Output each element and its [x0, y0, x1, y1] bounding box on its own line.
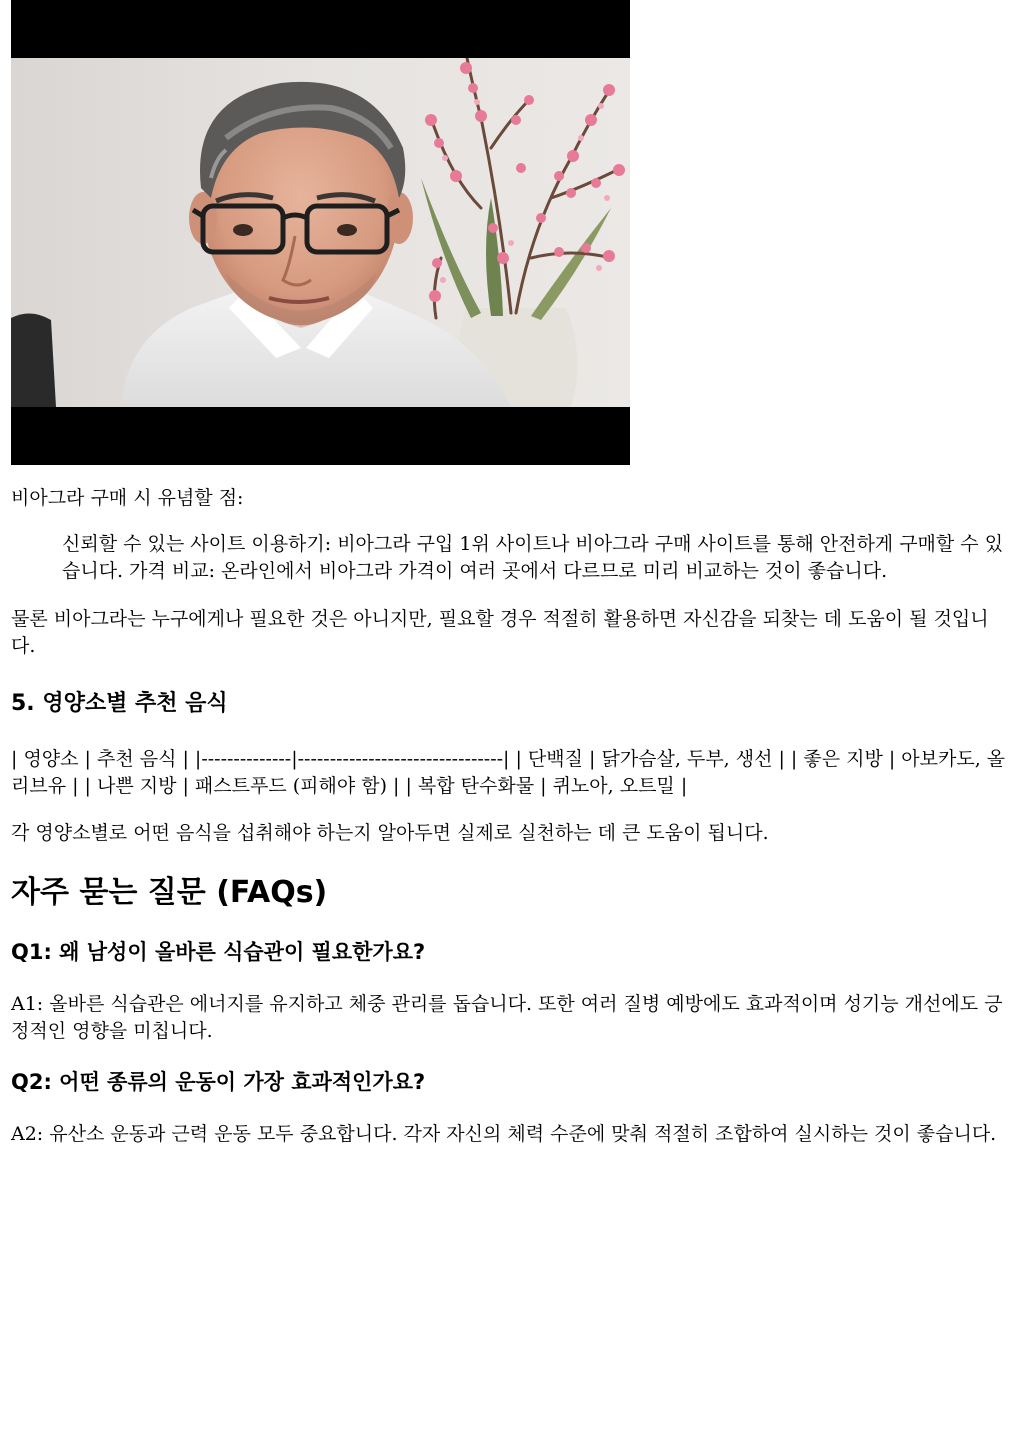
- faq-question-1: Q1: 왜 남성이 올바른 식습관이 필요한가요?: [11, 940, 426, 964]
- blockquote-text: 신뢰할 수 있는 사이트 이용하기: 비아그라 구입 1위 사이트나 비아그라 구매 사이트를 통해 안전하게 구매할 수 있습니다. 가격 비교: 온라인에서 비아그라 가격이 여러 곳에서 다르므로 미리 비교하는 것이 좋습니다.: [62, 533, 1004, 582]
- nutrient-table-text: | 영양소 | 추천 음식 | |--------------|--------------------------------| | 단백질 | 닭가슴살, 두부, 생선 | | 좋은 지방 | 아보카도, 올리브유 | | 나쁜 지방 | 패스트푸드 (피해야 함) | | 복합 탄수화물 | 퀴노아, 오트밀 |: [11, 748, 1006, 797]
- section-heading-nutrients: 5. 영양소별 추천 음식: [11, 691, 228, 716]
- faq-answer-2: A2: 유산소 운동과 근력 운동 모두 중요합니다. 각자 자신의 체력 수준에 맞춰 적절히 조합하여 실시하는 것이 좋습니다.: [11, 1123, 997, 1145]
- intro-text: 비아그라 구매 시 유념할 점:: [11, 487, 244, 509]
- paragraph-text: 각 영양소별로 어떤 음식을 섭취해야 하는지 알아두면 실제로 실천하는 데 큰 도움이 됩니다.: [11, 822, 769, 844]
- video-scene-image: [11, 58, 630, 407]
- faq-heading: 자주 묻는 질문 (FAQs): [11, 875, 328, 910]
- faq-question-2: Q2: 어떤 종류의 운동이 가장 효과적인가요?: [11, 1070, 426, 1094]
- paragraph-text: 물론 비아그라는 누구에게나 필요한 것은 아니지만, 필요할 경우 적절히 활용하면 자신감을 되찾는 데 도움이 될 것입니다.: [11, 608, 989, 657]
- video-thumbnail[interactable]: [11, 0, 630, 465]
- faq-answer-1: A1: 올바른 식습관은 에너지를 유지하고 체중 관리를 돕습니다. 또한 여러 질병 예방에도 효과적이며 성기능 개선에도 긍정적인 영향을 미칩니다.: [11, 993, 1003, 1042]
- article-page: [11, 0, 1013, 1148]
